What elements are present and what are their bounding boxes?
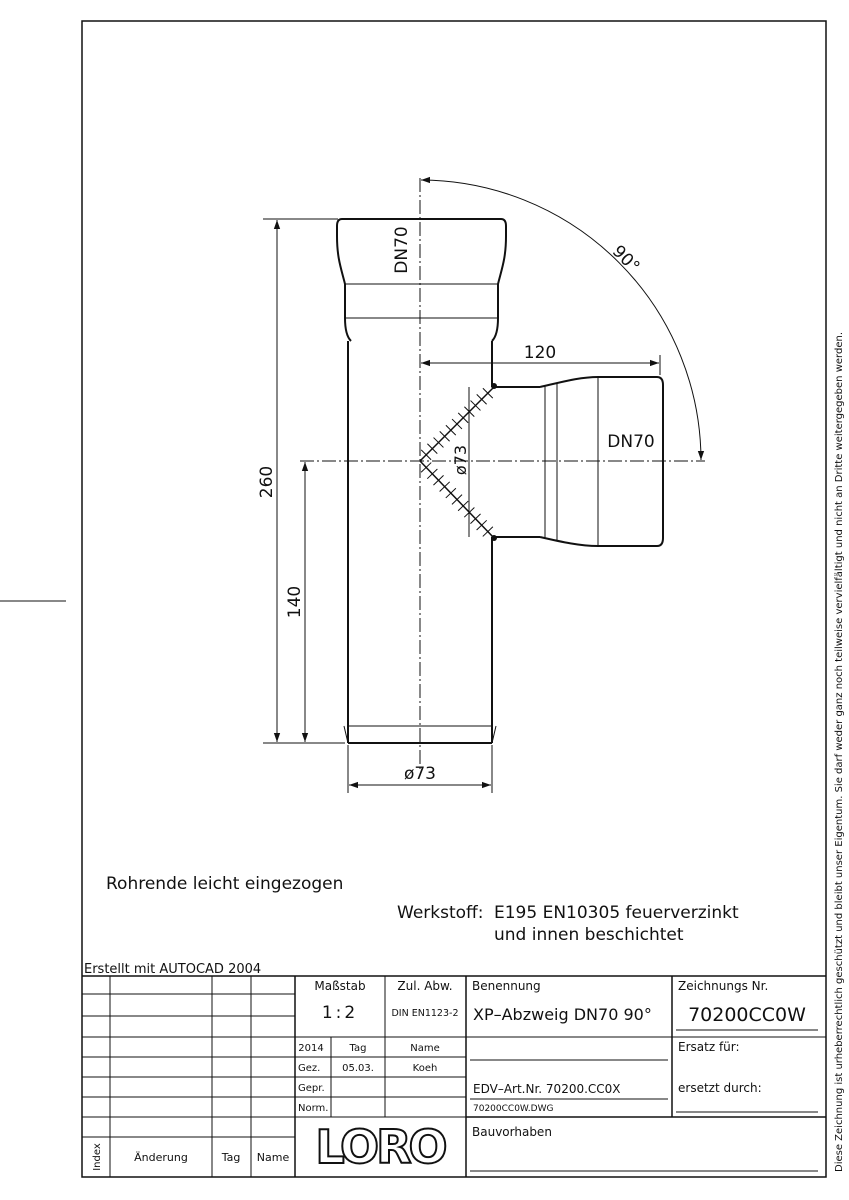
rev-day-header: Tag xyxy=(221,1151,241,1164)
copyright-notice: Diese Zeichnung ist urheberrechtlich geschützt und bleibt unser Eigentum. Sie darf weder ganz noch teilweise vervielfältigt und nicht an Dritte weitergegeben werden. xyxy=(834,366,845,1172)
dwg-file-name: 70200CC0W.DWG xyxy=(473,1104,554,1114)
rev-change-header: Änderung xyxy=(134,1151,188,1164)
dimension-260-label: 260 xyxy=(257,465,277,499)
dn-upper-label: DN70 xyxy=(392,226,412,274)
checked-label: Gepr. xyxy=(298,1083,325,1094)
angle-label: 90° xyxy=(607,241,644,278)
tolerance-value: DIN EN1123-2 xyxy=(391,1008,459,1019)
replaces-label: Ersatz für: xyxy=(678,1040,740,1054)
created-with-note: Erstellt mit AUTOCAD 2004 xyxy=(84,962,262,977)
dimension-dia-bottom-label: ø73 xyxy=(403,764,437,784)
tolerance-header: Zul. Abw. xyxy=(397,979,453,993)
name-value: XP–Abzweig DN70 90° xyxy=(473,1005,652,1024)
dn-branch-label: DN70 xyxy=(607,432,655,452)
scale-value: 1:2 xyxy=(321,1003,359,1023)
scale-header: Maßstab xyxy=(314,979,366,993)
drawing-number-value: 70200CC0W xyxy=(688,1004,806,1026)
loro-logo xyxy=(315,1120,445,1174)
year-cell: 2014 xyxy=(298,1043,324,1054)
material-label: Werkstoff: xyxy=(397,903,484,923)
replaced-by-label: ersetzt durch: xyxy=(678,1081,762,1095)
title-block xyxy=(82,976,826,1177)
drawn-date: 05.03. xyxy=(342,1063,374,1074)
person-header: Name xyxy=(410,1043,440,1054)
main-pipe xyxy=(337,219,506,743)
logo-text: LORO xyxy=(315,1120,445,1174)
project-label: Bauvorhaben xyxy=(472,1125,552,1139)
material-line-1: E195 EN10305 feuerverzinkt xyxy=(494,903,739,923)
dimension-140-label: 140 xyxy=(285,585,305,619)
drawn-name: Koeh xyxy=(412,1063,438,1074)
dimension-120-label: 120 xyxy=(523,343,557,363)
drawn-label: Gez. xyxy=(298,1063,321,1074)
drawing-number-header: Zeichnungs Nr. xyxy=(678,979,769,993)
edv-article-number: EDV–Art.Nr. 70200.CC0X xyxy=(473,1082,621,1096)
pipe-end-note: Rohrende leicht eingezogen xyxy=(106,874,344,894)
norm-label: Norm. xyxy=(298,1103,329,1114)
dimension-dia-branch-label: ø73 xyxy=(451,444,470,476)
material-line-2: und innen beschichtet xyxy=(494,925,684,945)
name-header: Benennung xyxy=(472,979,541,993)
day-header: Tag xyxy=(349,1043,367,1054)
rev-name-header: Name xyxy=(256,1151,290,1164)
rev-index-header: Index xyxy=(92,1143,103,1171)
